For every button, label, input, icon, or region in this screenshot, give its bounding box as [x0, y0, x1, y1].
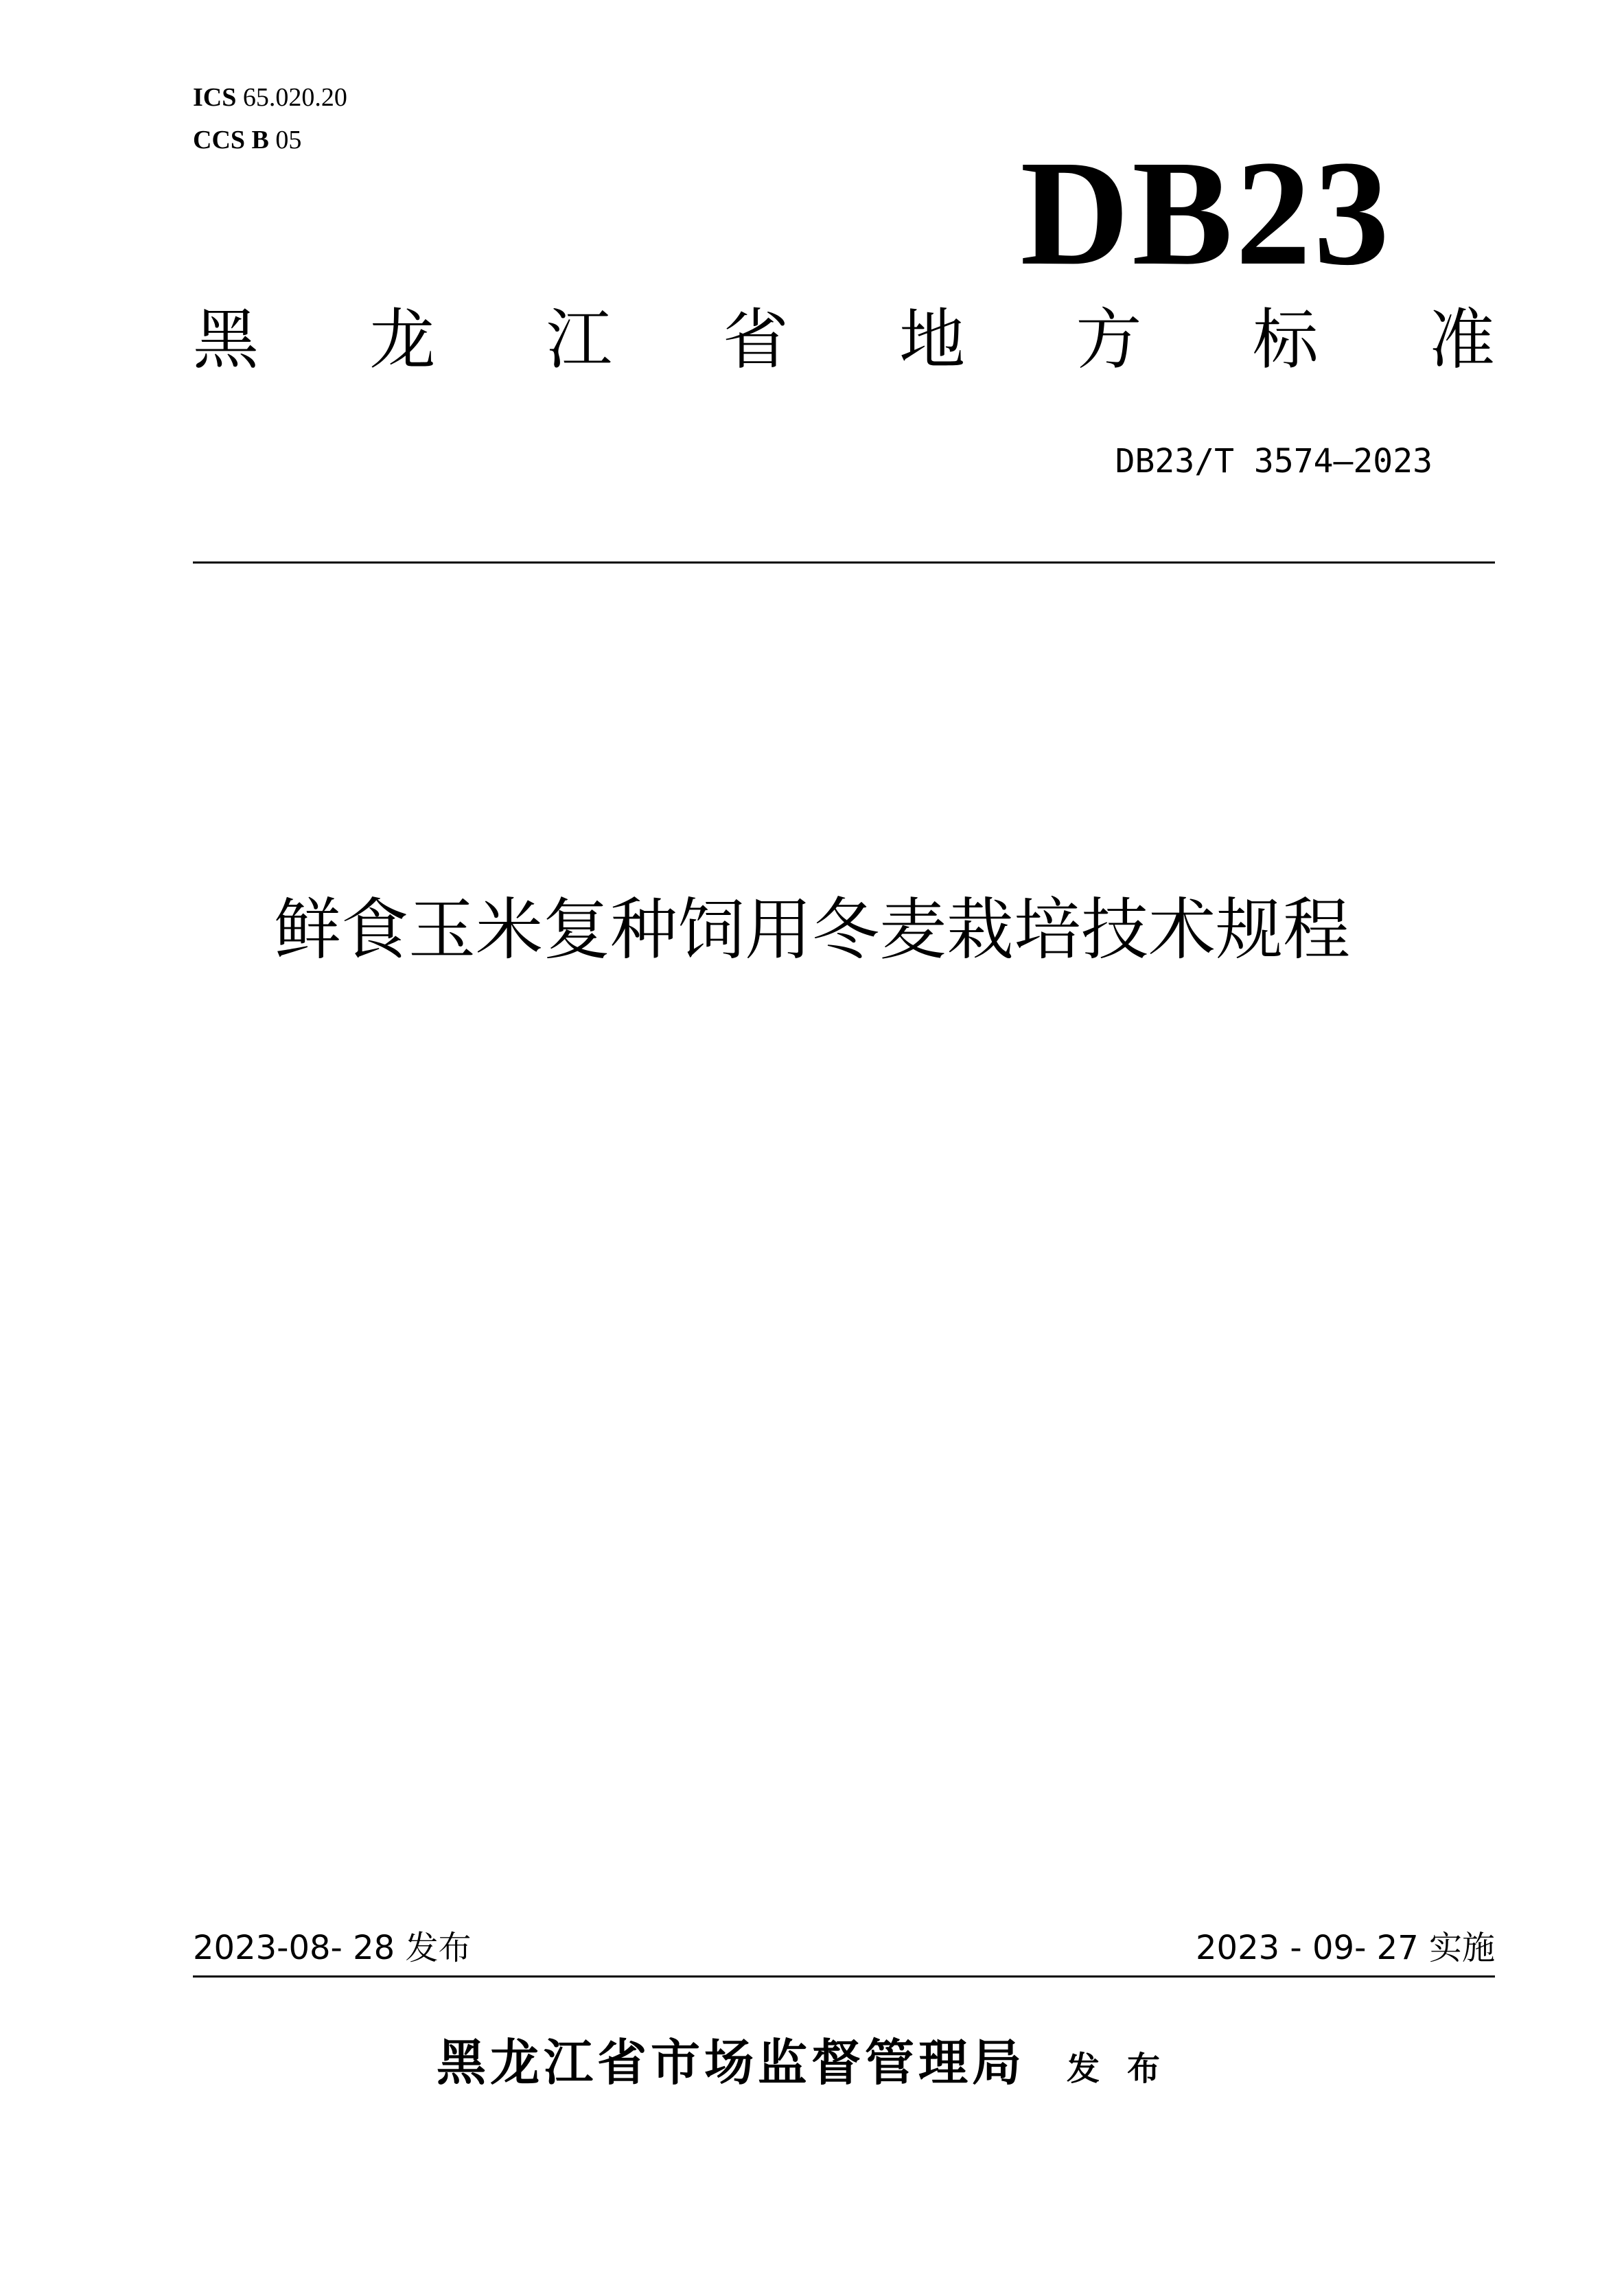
standard-type-char: 准 [1428, 301, 1495, 378]
standard-type-char: 标 [1252, 301, 1319, 378]
db-standard-mark: DB23 [1020, 129, 1392, 297]
standard-type-char: 方 [1076, 301, 1142, 378]
standard-type-char: 江 [546, 301, 612, 378]
standard-type-heading [193, 302, 1495, 378]
implement-date: 2023 - 09- 27 实施 [1196, 1929, 1495, 1967]
ics-value: 65.020.20 [242, 83, 347, 112]
standard-type-char: 省 [722, 301, 789, 378]
header-divider [193, 561, 1495, 564]
publisher-line [0, 2032, 1624, 2100]
ccs-value: 05 [275, 126, 302, 154]
publish-date: 2023-08- 28 发布 [193, 1929, 472, 1967]
document-title: 鲜食玉米复种饲用冬麦栽培技术规程 [273, 891, 1350, 969]
ccs-label: CCS B [193, 126, 269, 154]
standard-type-char: 龙 [369, 301, 436, 378]
standard-type-char: 地 [899, 301, 966, 378]
standard-type-char: 黑 [193, 301, 259, 378]
footer-divider [193, 1975, 1495, 1978]
publisher-action: 发布 [1067, 2050, 1188, 2088]
publisher-name: 黑龙江省市场监督管理局 [436, 2033, 1025, 2091]
standard-number: DB23/T 3574—2023 [1115, 442, 1432, 480]
ics-label: ICS [193, 83, 237, 112]
ccs-code [193, 125, 301, 155]
ics-code [193, 82, 347, 113]
